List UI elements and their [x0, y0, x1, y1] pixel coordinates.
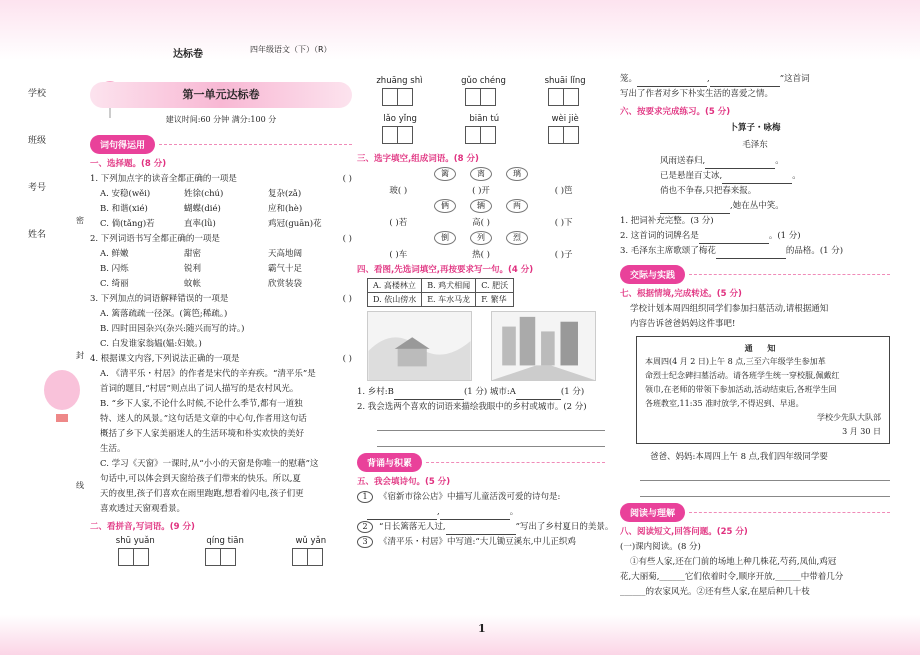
pinyin: lǎo yǐng — [383, 114, 417, 124]
options-row: C. 倘(tǎng)若 直率(lǜ) 鸡冠(guān)花 — [100, 219, 322, 229]
question-text: 3. 毛泽东主席歌颂了梅花 的品格。(1 分) — [620, 244, 890, 259]
fill-blank[interactable]: 玻( ) — [389, 186, 408, 196]
top-decoration — [0, 0, 920, 60]
poem-line: 风雨送春归, — [660, 156, 706, 166]
question-heading: 五、我会填诗句。(5 分) — [357, 477, 451, 487]
question-text: 1 《宿新市徐公店》中描写儿童活泼可爱的诗句是: — [357, 490, 605, 505]
question-text: 1. 乡村:B (1 分) 城市:A (1 分) — [357, 385, 605, 400]
char-choice: 篱 — [434, 167, 456, 181]
answer-line[interactable] — [640, 481, 890, 497]
answer-start: 爸爸、妈妈:本周四上午 8 点,我们四年级同学要 — [650, 452, 828, 462]
question-text: 2. 下列词语书写全都正确的一项是 ( ) — [90, 234, 352, 244]
passage-line: ______的农家风光。②还有些人家,在屋后种几十枝 — [620, 587, 810, 597]
notice-box: 通 知 本周四(4 月 2 日)上午 8 点,三至六年级学生参加革 命烈士纪念碑扫墓活动。请各班学生统一穿校服,佩戴红 领巾,在老师的带领下参加活动,活动结束后,各班学生回 各班教室,11:35 准时放学,不得迟到、早退。 学校少先队大队部 3 月 30 日 — [636, 336, 890, 444]
fill-blank[interactable]: ( )若 — [389, 218, 408, 228]
poem-line: 她在丛中笑。 — [732, 201, 784, 211]
instruction: 内容告诉爸爸妈妈这件事吧! — [630, 319, 736, 329]
exam-title: 第一单元达标卷 — [90, 82, 352, 108]
option: 句话中,可以体会到天窗给孩子们带来的快乐。所以,夏 — [100, 474, 301, 484]
question-text: (一)课内阅读。(8 分) — [620, 542, 701, 552]
fill-blank[interactable]: ( )车 — [389, 250, 408, 260]
options-row: B. 和谐(xié) 蝴蝶(dié) 应和(hè) — [100, 204, 303, 214]
question-heading: 四、看图,先选词填空,再按要求写一句。(4 分) — [357, 265, 534, 275]
pinyin: zhuāng shì — [376, 76, 423, 86]
seal-char-1: 密 — [76, 216, 84, 225]
pinyin: wǔ yǎn — [295, 536, 327, 546]
fill-blank[interactable]: 热( ) — [472, 250, 490, 260]
options-row: A. 安稳(wěi) 姓徐(chú) 复杂(zǎ) — [100, 189, 302, 199]
pinyin: wèi jiè — [551, 114, 579, 124]
option: C. 学习《天窗》一课时,从“小小的天窗是你唯一的慰藉”这 — [100, 459, 319, 469]
question-text: 1. 把词补充完整。(3 分) — [620, 216, 714, 226]
fill-blank[interactable]: ( )子 — [554, 250, 573, 260]
question-heading: 八、阅读短文,回答问题。(25 分) — [620, 527, 748, 537]
char-choice: 倒 — [434, 231, 456, 245]
seal-char-2: 封 — [76, 351, 84, 360]
question-heading: 七、根据情境,完成转述。(5 分) — [620, 289, 742, 299]
poem-title: 卜算子・咏梅 — [729, 123, 781, 133]
city-picture — [491, 311, 596, 381]
question-text: 3. 下列加点的词语解释错误的一项是 ( ) — [90, 294, 352, 304]
question-text: 2. 这首词的词牌名是 。(1 分) — [620, 229, 890, 244]
char-choice: 离 — [470, 167, 492, 181]
question-heading: 二、看拼音,写词语。(9 分) — [90, 522, 195, 532]
class-label: 班级 — [28, 136, 47, 146]
option: 特、迷人的风景。”这句话是文章的中心句,作者用这句话 — [100, 414, 307, 424]
write-grid[interactable] — [466, 126, 496, 144]
section-header: 词句得运用 — [90, 135, 352, 154]
pinyin: qíng tiān — [206, 536, 244, 546]
question-heading: 一、选择题。(8 分) — [90, 159, 167, 169]
char-choice: 辆 — [470, 199, 492, 213]
grade-label: 四年级语文（下）（R） — [250, 45, 332, 54]
question-text: 笼。 , ”这首词 — [620, 72, 890, 87]
fill-blank[interactable]: ( )开 — [472, 186, 490, 196]
student-info — [28, 86, 86, 274]
passage-line: 花,大丽菊,______它们依着时令,顺序开放,______中带着几分 — [620, 572, 844, 582]
question-text: 2 “日长篱落无人过, ”写出了乡村夏日的美景。 — [357, 520, 605, 535]
question-text: 2. 我会选两个喜欢的词语来描绘我眼中的乡村或城市。(2 分) — [357, 402, 587, 412]
option: B. “乡下人家,不论什么时候,不论什么季节,都有一道独 — [100, 399, 303, 409]
hot-air-balloon-icon — [42, 370, 82, 430]
write-grid[interactable] — [206, 548, 236, 566]
passage-line: ①有些人家,还在门前的场地上种几株花,芍药,凤仙,鸡冠 — [630, 557, 837, 567]
question-heading: 六、按要求完成练习。(5 分) — [620, 107, 731, 117]
name-label: 姓名 — [28, 230, 47, 240]
pinyin: gǔo chéng — [461, 76, 506, 86]
pinyin: shū yuǎn — [115, 536, 155, 546]
column-2: zhuāng shì gǔo chéng shuāi lǐng lǎo yǐng biān tú wèi jiè 三、选字填空,组成词语。(8 分) 篱 离 璃 玻( ) ( )开 ( )笆 俩 辆 两 ( )若 高( ) ( )下 倒 列 烈 ( )车 热( ) ( )子 四、看图,先选词填空,再按要求写一句。(4 分) A. 高楼林立 B. 鸡犬相闻 C. 肥沃 D. 依山傍水 E. 车水马龙 F. 繁华 1. 乡村:B (1 分) 城市:A (1 分) 2. 我会选两个喜欢的词语来描绘我眼中的乡村或城市。(2 分) 背诵与积累 五、我会填诗句。(5 分) 1 《宿新市徐公店》中描写儿童活泼可爱的诗句是: , 。 2 “日长篱落无人过, ”写出了乡村夏日的美景。 3 《清平乐・村居》中写道:“大儿锄豆溪东,中儿正织鸡 — [357, 72, 605, 550]
page-number: 1 — [478, 622, 486, 635]
fill-blank[interactable]: ( )笆 — [554, 186, 573, 196]
write-grid[interactable] — [119, 548, 149, 566]
id-label: 考号 — [28, 183, 47, 193]
school-label: 学校 — [28, 89, 47, 99]
answer-line[interactable] — [377, 415, 605, 431]
option: B. 四时田园杂兴(杂兴:随兴而写的诗。) — [100, 324, 245, 334]
option: 概括了乡下人家美丽迷人的生活环境和朴实欢快的美好 — [100, 429, 305, 439]
char-choice: 璃 — [506, 167, 528, 181]
section-header: 阅读与理解 — [620, 503, 890, 522]
options-row: A. 鲜嫩 甜密 天高地阔 — [100, 249, 303, 259]
poem-author: 毛泽东 — [742, 140, 768, 150]
option: 天的夜里,孩子们喜欢在雨里跑跑,想看着闪电,孩子们更 — [100, 489, 304, 499]
question-heading: 三、选字填空,组成词语。(8 分) — [357, 154, 479, 164]
write-grid[interactable] — [549, 126, 579, 144]
column-1 — [90, 72, 352, 566]
write-grid[interactable] — [383, 126, 413, 144]
bottom-decoration — [0, 615, 920, 655]
question-text: 写出了作者对乡下朴实生活的喜爱之情。 — [620, 89, 774, 99]
fill-blank[interactable]: 高( ) — [472, 218, 490, 228]
village-picture — [367, 311, 472, 381]
write-grid[interactable] — [293, 548, 323, 566]
question-text: 4. 根据课文内容,下列说法正确的一项是 ( ) — [90, 354, 352, 364]
option: A. 篱落疏疏一径深。(篱笆;稀疏。) — [100, 309, 228, 319]
pinyin: biān tú — [469, 114, 500, 124]
write-grid[interactable] — [383, 88, 413, 106]
answer-line[interactable] — [640, 465, 890, 481]
word-table: A. 高楼林立 B. 鸡犬相闻 C. 肥沃 D. 依山傍水 E. 车水马龙 F. 繁华 — [367, 278, 514, 307]
char-choice: 列 — [470, 231, 492, 245]
column-3: 笼。 , ”这首词 写出了作者对乡下朴实生活的喜爱之情。 六、按要求完成练习。(5 分) 卜算子・咏梅 毛泽东 风雨送春归, 。 已是悬崖百丈冰, 。 俏也不争春,只把春来报。 ,她在丛中笑。 1. 把词补充完整。(3 分) 2. 这首词的词牌名是 。(1 分) 3. 毛泽东主席歌颂了梅花 的品格。(1 分) 交际与实践 七、根据情境,完成转述。(5 分) 学校计划本周四组织同学们参加扫墓活动,请根据通知 内容告诉爸爸妈妈这件事吧! 通 知 本周四(4 月 2 日)上午 8 点,三至六年级学生参加革 命烈士纪念碑扫墓活动。请各班学生统一穿校服,佩戴红 领巾,在老师的带领下参加活动,活动结束后,各班学生回 各班教室,11:35 准时放学,不得迟到、早退。 学校少先队大队部 3 月 30 日 爸爸、妈妈:本周四上午 8 点,我们四年级同学要 阅读与理解 八、阅读短文,回答问题。(25 分) (一)课内阅读。(8 分) ①有些人家,还在门前的场地上种几株花,芍药,凤仙,鸡冠 花,大丽菊,______它们依着时令,顺序开放,______中带着几分 ______的农家风光。②还有些人家,在屋后种几十枝 — [620, 72, 890, 600]
section-header: 背诵与积累 — [357, 453, 605, 472]
poem-line: 已是悬崖百丈冰, — [660, 171, 723, 181]
option: A. 《清平乐・村居》的作者是宋代的辛弃疾。“清平乐”是 — [100, 369, 316, 379]
char-choice: 两 — [506, 199, 528, 213]
fill-blank[interactable]: ( )下 — [554, 218, 573, 228]
options-row: B. 闪烁 锐利 霸气十足 — [100, 264, 303, 274]
question-text: 1. 下列加点字的读音全都正确的一项是 ( ) — [90, 174, 352, 184]
question-text: 3 《清平乐・村居》中写道:“大儿锄豆溪东,中儿正织鸡 — [357, 535, 605, 550]
options-row: C. 绮丽 蚊帐 欣赏装袋 — [100, 279, 303, 289]
seal-char-3: 线 — [76, 481, 84, 490]
char-choice: 俩 — [434, 199, 456, 213]
option: 喜欢透过天窗观看景。 — [100, 504, 186, 514]
exam-label: 达标卷 — [173, 49, 203, 60]
poem-line: 俏也不争春,只把春来报。 — [660, 186, 757, 196]
option: 生活。 — [100, 444, 126, 454]
answer-line[interactable] — [377, 431, 605, 447]
char-choice: 烈 — [506, 231, 528, 245]
write-grid[interactable] — [466, 88, 496, 106]
section-header: 交际与实践 — [620, 265, 890, 284]
write-grid[interactable] — [549, 88, 579, 106]
pinyin: shuāi lǐng — [544, 76, 586, 86]
exam-meta: 建议时间:60 分钟 满分:100 分 — [165, 115, 277, 124]
option: C. 白发谁家翁媪(媪:妇娘。) — [100, 339, 202, 349]
option: 首词的题目,“村居”则点出了词人描写的是农村风光。 — [100, 384, 299, 394]
instruction: 学校计划本周四组织同学们参加扫墓活动,请根据通知 — [630, 304, 829, 314]
